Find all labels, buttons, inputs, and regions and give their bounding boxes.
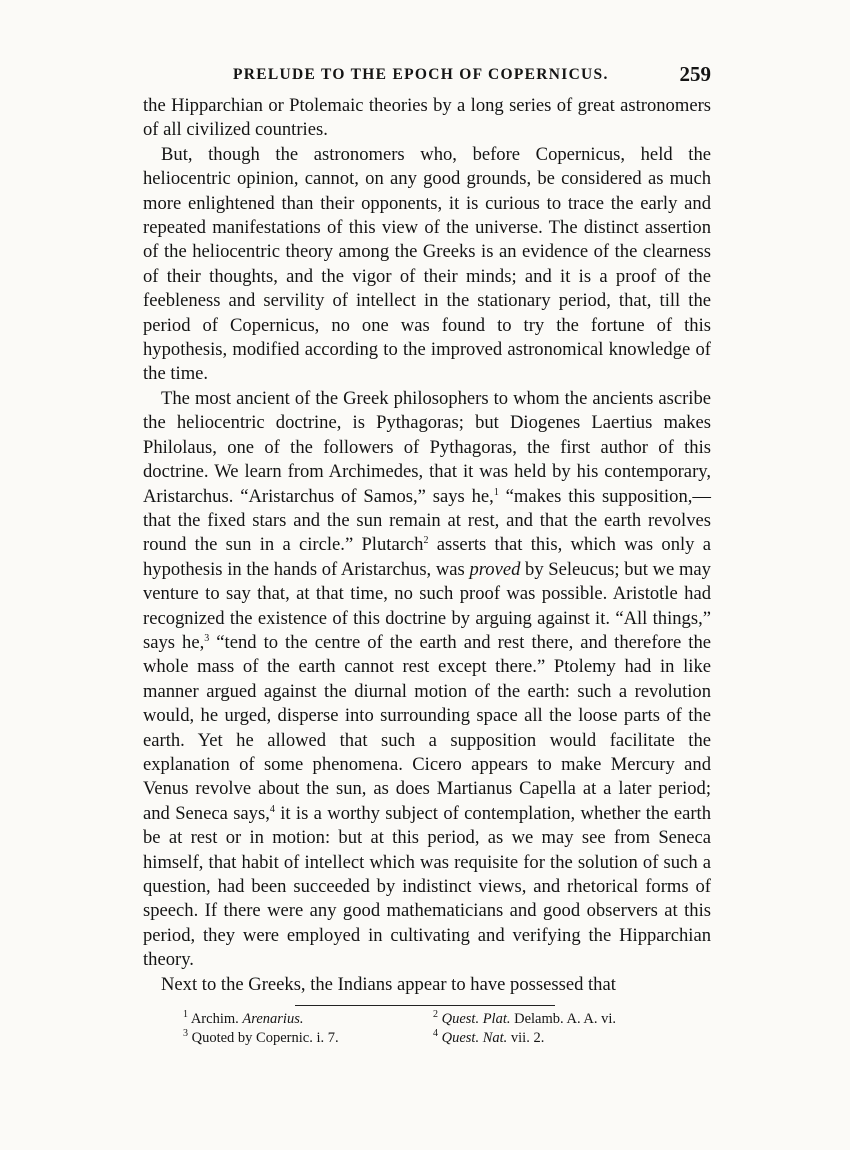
footnotes [143, 1010, 711, 1048]
paragraph-3-part-b: “makes this supposition,—that the fixed stars and the sun remain at rest, and that the earth revolves round the sun in a circle.” Plutarch [143, 485, 711, 556]
paragraph-3-part-c: asserts that this, which was only a hypothesis in the hands of Aristarchus, was [143, 534, 711, 580]
paragraph-4: Next to the Greeks, the Indians appear to have possessed that [161, 973, 616, 995]
footnote-divider [295, 1005, 555, 1006]
footnote-number: 2 [433, 1009, 438, 1021]
footnote-number: 3 [183, 1028, 188, 1040]
page-header [143, 58, 711, 94]
footnote-rest: Delamb. A. A. vi. [510, 1011, 617, 1028]
italic-word: proved [469, 558, 521, 580]
book-page [143, 58, 711, 1048]
footnote-number: 1 [183, 1009, 188, 1021]
footnote-text: Archim. [190, 1011, 243, 1028]
footnote-ref-4: 4 [269, 803, 275, 815]
page-number: 259 [679, 62, 711, 86]
paragraph-3-part-f: it is a worthy subject of contemplation, whether the earth be at rest or in motion: but at this period, as we may see from Seneca himself, that habit of intellect which was requisite for the solution of such a question, had been succeeded by indistinct views, and rhetorical forms of speech. If there were any good mathematicians and good observers at this period, they were employed in cultivating and verifying the Hipparchian theory. [143, 802, 711, 971]
footnote-rest: vii. 2. [507, 1030, 545, 1047]
footnote-ref-2: 2 [423, 535, 429, 547]
footnote-italic: Arenarius. [242, 1011, 304, 1028]
paragraph-3-part-e: “tend to the centre of the earth and rest there, and therefore the whole mass of the earth cannot rest except there.” Ptolemy had in like manner argued against the diurnal motion of the earth: such a revolution would, he urged, disperse into surrounding space all the loose parts of the earth. Yet he allowed that such a supposition would facilitate the explanation of some phenomena. Cicero appears to make Mercury and Venus revolve about the sun, as does Martianus Capella at a later period; and Seneca says, [143, 631, 711, 824]
footnote-2 [433, 1010, 711, 1029]
footnote-text: Quoted by Copernic. i. 7. [191, 1030, 339, 1047]
running-head: PRELUDE TO THE EPOCH OF COPERNICUS. [233, 66, 609, 83]
footnote-1 [183, 1010, 433, 1029]
footnote-ref-1: 1 [493, 486, 499, 498]
paragraph-3 [143, 387, 711, 973]
paragraph-3-part-a: The most ancient of the Greek philosophers to whom the ancients ascribe the heliocentric doctrine, is Pythagoras; but Diogenes Laertius makes Philolaus, one of the followers of Pythagoras, the first author of this doctrine. We learn from Archimedes, that it was held by his contemporary, Aristarchus. “Aristarchus of Samos,” says he, [143, 387, 711, 507]
paragraph-1: the Hipparchian or Ptolemaic theories by a long series of great astronomers of all civilized countries. [143, 95, 711, 141]
paragraph-2: But, though the astronomers who, before Copernicus, held the heliocentric opinion, cannot, on any good grounds, be considered as much more enlightened than their opponents, it is curious to trace the early and repeated manifestations of this view of the universe. The distinct assertion of the heliocentric theory among the Greeks is an evidence of the clearness of their thoughts, and the vigor of their minds; and it is a proof of the feebleness and servility of intellect in the stationary period, that, till the period of Copernicus, no one was found to try the fortune of this hypothesis, modified according to the improved astronomical knowledge of the time. [143, 143, 711, 385]
footnote-4 [433, 1029, 711, 1048]
paragraph-3-part-d: by Seleucus; but we may venture to say that, at that time, no such proof was possible. Aristotle had recognized the existence of this doctrine by arguing against it. “All things,” says he, [143, 558, 711, 653]
body-text [143, 94, 711, 997]
footnote-number: 4 [433, 1028, 438, 1040]
footnote-3 [183, 1029, 433, 1048]
footnote-ref-3: 3 [204, 632, 210, 644]
footnote-italic: Quest. Plat. [441, 1011, 511, 1028]
footnote-italic: Quest. Nat. [441, 1030, 508, 1047]
